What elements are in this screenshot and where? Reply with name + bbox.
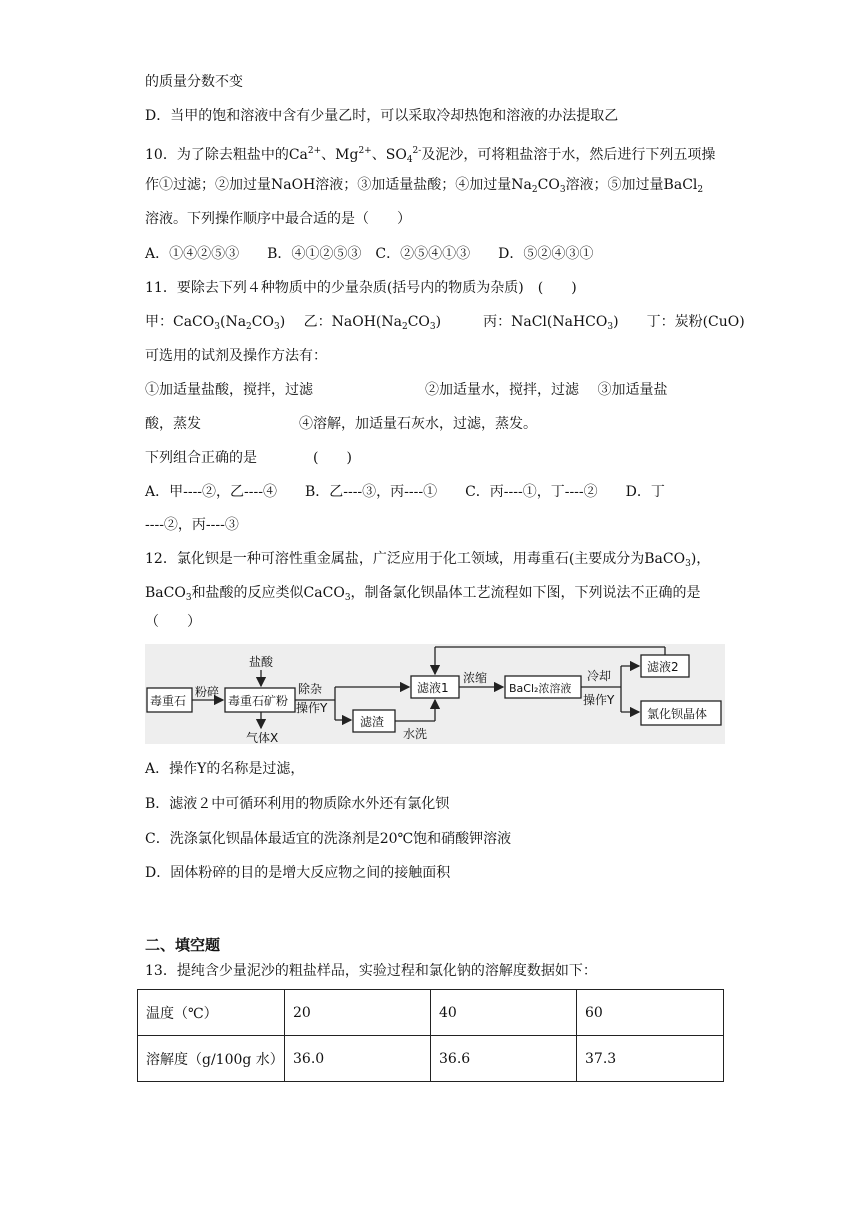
question-11-options-2 — [145, 515, 239, 535]
question-12-option-b — [145, 794, 449, 814]
text: 作①过滤；②加过量NaOH溶液；③加适量盐酸；④加过量Na — [145, 177, 532, 193]
subscript: 2 — [531, 185, 538, 195]
question-12-option-a — [145, 759, 304, 779]
text: 酸，蒸发 ④溶解，加适量石灰水，过滤，蒸发。 — [145, 416, 537, 432]
text: A．操作Y的名称是过滤， — [145, 761, 305, 777]
question-11-prompt — [145, 448, 352, 468]
table-cell: 40 — [431, 990, 577, 1036]
subscript: 3 — [344, 593, 351, 603]
text: 可选用的试剂及操作方法有： — [145, 348, 327, 364]
subscript: 3 — [685, 559, 691, 569]
text: ①加适量盐酸，搅拌，过滤 ②加适量水，搅拌，过滤 ③加适量盐 — [145, 382, 668, 398]
text: ) 丙：NaCl(NaHCO — [435, 314, 608, 330]
text: （ ） — [145, 614, 201, 630]
question-11-items — [145, 312, 745, 337]
table-cell: 溶解度（g/100g 水） — [138, 1036, 285, 1082]
subscript: 3 — [214, 322, 220, 332]
table-cell: 60 — [577, 990, 724, 1036]
question-10-line-3 — [145, 209, 411, 229]
question-12-line-1 — [145, 549, 710, 574]
text: 二、填空题 — [145, 936, 221, 954]
text: 11．要除去下列４种物质中的少量杂质(括号内的物质为杂质) ( ) — [145, 280, 577, 296]
text: 下列组合正确的是 ( ) — [145, 450, 352, 466]
text: 及泥沙，可将粗盐溶于水，然后进行下列五项操 — [421, 147, 716, 163]
text: 的质量分数不变 — [145, 74, 243, 90]
subscript: 2 — [697, 185, 704, 195]
question-11-stem — [145, 278, 577, 298]
subscript: 3 — [607, 322, 614, 332]
superscript: 2+ — [307, 146, 322, 156]
text: ) 乙：NaOH(Na — [279, 314, 402, 330]
text: CO — [537, 177, 560, 193]
solubility-table — [137, 989, 724, 1082]
subscript: 3 — [273, 322, 280, 332]
table-cell: 20 — [285, 990, 431, 1036]
question-13-stem — [145, 961, 597, 981]
subscript: 3 — [429, 322, 436, 332]
label-remove: 除杂 — [298, 682, 323, 696]
question-12-option-d — [145, 863, 450, 883]
label-hcl: 盐酸 — [249, 655, 274, 669]
question-11-methods-2 — [145, 414, 537, 434]
text: ) 丁：炭粉(CuO) — [613, 314, 745, 330]
question-10-line-1 — [145, 141, 715, 170]
label-filtrate1: 滤液1 — [417, 681, 449, 695]
text: C．洗涤氯化钡晶体最适宜的洗涤剂是20℃饱和硝酸钾溶液 — [145, 831, 512, 847]
text: A．①④②⑤③ B．④①②⑤③ C．②⑤④①③ D．⑤②④③① — [145, 246, 594, 262]
section-heading — [145, 935, 220, 955]
subscript: 2 — [246, 322, 252, 332]
question-12-line-3 — [145, 612, 201, 632]
label-cool: 冷却 — [587, 669, 612, 683]
label-opY: 操作Y — [296, 701, 328, 715]
question-12-option-c — [145, 829, 511, 849]
question-11-methods-1 — [145, 380, 667, 400]
question-11-options — [145, 482, 665, 502]
text: B．滤液２中可循环利用的物质除水外还有氯化钡 — [145, 796, 450, 812]
text: CO — [407, 314, 430, 330]
label-crystal: 氯化钡晶体 — [647, 707, 708, 721]
text: ，制备氯化钡晶体工艺流程如下图，下列说法不正确的是 — [350, 585, 701, 601]
table-cell: 36.0 — [285, 1036, 431, 1082]
label-gas: 气体X — [246, 731, 279, 744]
text: 甲：CaCO — [145, 314, 215, 330]
label-opY2: 操作Y — [583, 693, 615, 707]
question-11-methods-label — [145, 346, 327, 366]
process-flowchart — [145, 644, 725, 744]
text: D．当甲的饱和溶液中含有少量乙时，可以采取冷却热饱和溶液的办法提取乙 — [145, 108, 619, 124]
label-wash: 水洗 — [403, 727, 428, 741]
subscript: 3 — [559, 185, 566, 195]
text: (Na — [219, 314, 247, 330]
text: 、SO — [371, 147, 407, 163]
table-row — [138, 990, 724, 1036]
text: 10．为了除去粗盐中的Ca — [145, 147, 308, 163]
text-line — [145, 72, 243, 92]
text: BaCO — [145, 585, 186, 601]
text: ----②，丙----③ — [145, 517, 239, 533]
question-10-line-2 — [145, 175, 703, 200]
text: D．固体粉碎的目的是增大反应物之间的接触面积 — [145, 865, 451, 881]
text: 12．氯化钡是一种可溶性重金属盐，广泛应用于化工领域，用毒重石(主要成分为BaCO — [145, 551, 686, 567]
question-12-line-2 — [145, 583, 701, 608]
subscript: 2 — [401, 322, 408, 332]
superscript: 2+ — [358, 146, 372, 156]
text: 13．提纯含少量泥沙的粗盐样品，实验过程和氯化钠的溶解度数据如下： — [145, 963, 597, 979]
label-crush: 粉碎 — [195, 685, 220, 699]
subscript: 3 — [185, 593, 192, 603]
text: )， — [690, 551, 711, 567]
text: 溶液。下列操作顺序中最合适的是（ ） — [145, 211, 411, 227]
label-filtrate2: 滤液2 — [647, 660, 679, 674]
question-10-options — [145, 244, 593, 264]
label-ore: 毒重石 — [150, 694, 187, 708]
table-row — [138, 1036, 724, 1082]
text: A．甲----②，乙----④ B．乙----③，丙----① C．丙----①，丁----② D．丁 — [145, 484, 665, 500]
text: 溶液；⑤加过量BaCl — [565, 177, 698, 193]
text: CO — [251, 314, 274, 330]
table-cell: 36.6 — [431, 1036, 577, 1082]
table-cell: 温度（℃） — [138, 990, 285, 1036]
label-powder: 毒重石矿粉 — [228, 694, 289, 708]
text: 、Mg — [321, 147, 359, 163]
subscript: 4 — [406, 155, 413, 165]
option-d-previous — [145, 106, 618, 126]
label-residue: 滤渣 — [360, 715, 385, 729]
table-cell: 37.3 — [577, 1036, 724, 1082]
superscript: 2- — [412, 146, 422, 156]
text: 和盐酸的反应类似CaCO — [191, 585, 345, 601]
label-concentrate: 浓缩 — [463, 671, 488, 685]
label-bacl2: BaCl₂浓溶液 — [509, 682, 572, 695]
